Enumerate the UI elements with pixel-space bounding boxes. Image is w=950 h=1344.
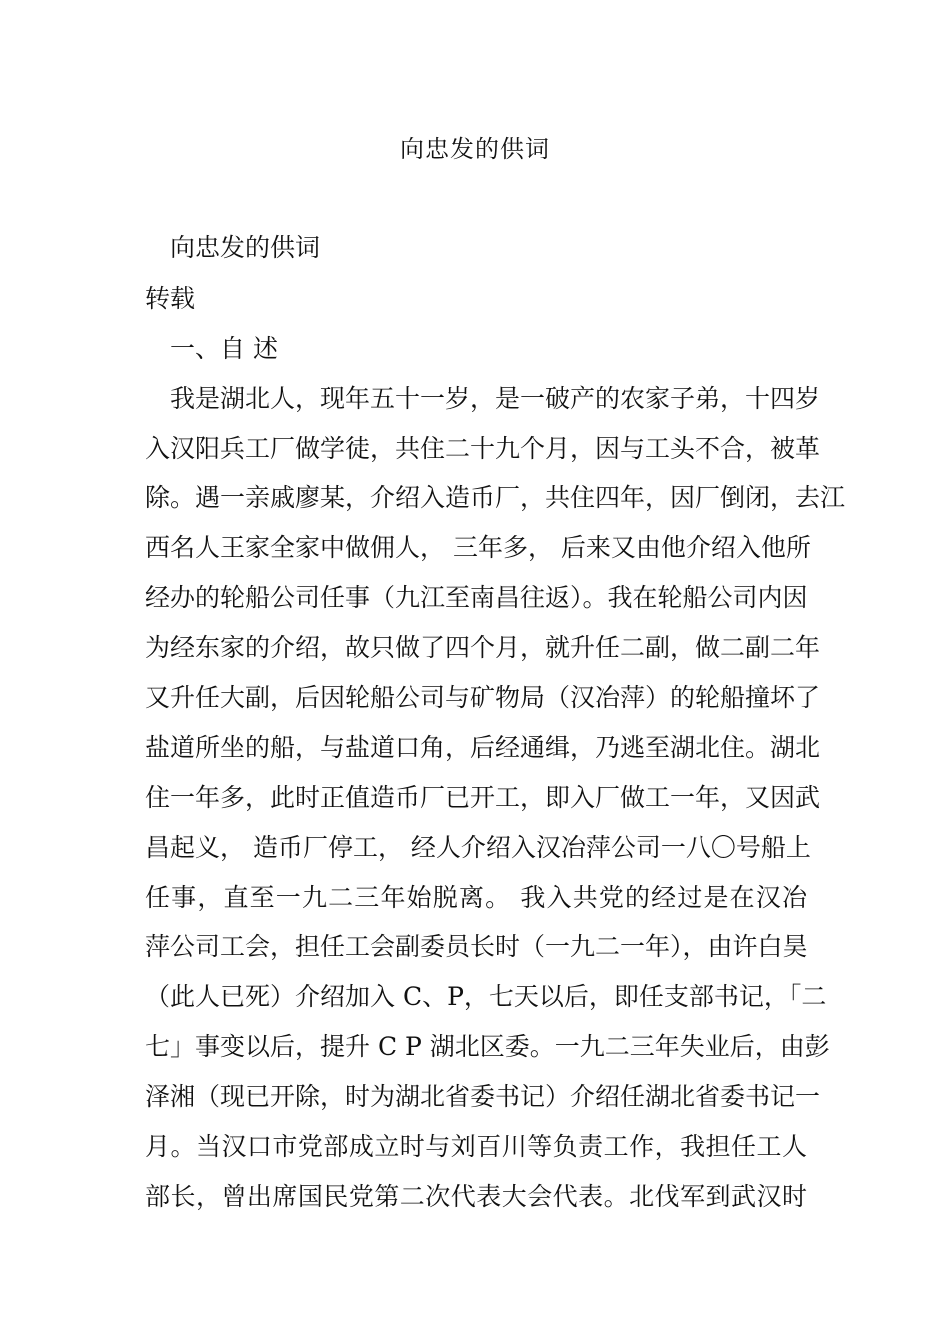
section-heading: 一、自 述 [170, 334, 278, 363]
body-line: （此人已死）介绍加入 C、P，七天以后，即任支部书记，「二 [145, 982, 827, 1011]
body-line: 七」事变以后，提升 C P 湖北区委。一九二三年失业后，由彭 [145, 1032, 830, 1061]
body-line: 西名人王家全家中做佣人， 三年多， 后来又由他介绍入他所 [145, 533, 811, 562]
body-line: 为经东家的介绍，故只做了四个月，就升任二副，做二副二年 [145, 633, 821, 662]
body-line: 昌起义， 造币厂停工， 经人介绍入汉冶萍公司一八〇号船上 [145, 833, 811, 862]
repost-note: 转载 [145, 284, 196, 313]
document-title: 向忠发的供词 [400, 135, 550, 163]
body-line: 住一年多，此时正值造币厂已开工，即入厂做工一年，又因武 [145, 783, 821, 812]
body-line: 任事，直至一九二三年始脱离。 我入共党的经过是在汉冶 [145, 883, 807, 912]
body-line: 除。遇一亲戚廖某，介绍入造币厂，共住四年，因厂倒闭，去江 [145, 483, 846, 512]
body-line: 盐道所坐的船，与盐道口角，后经通缉，乃逃至湖北住。湖北 [145, 733, 821, 762]
body-line: 月。当汉口市党部成立时与刘百川等负责工作，我担任工人 [145, 1132, 807, 1161]
body-line: 部长，曾出席国民党第二次代表大会代表。北伐军到武汉时 [145, 1182, 807, 1211]
document-subtitle: 向忠发的供词 [170, 233, 321, 262]
body-line: 入汉阳兵工厂做学徒，共住二十九个月，因与工头不合，被革 [145, 434, 821, 463]
body-line: 又升任大副，后因轮船公司与矿物局（汉冶萍）的轮船撞坏了 [145, 683, 821, 712]
body-line: 经办的轮船公司任事（九江至南昌往返）。我在轮船公司内因 [145, 583, 808, 612]
body-line: 泽湘（现已开除，时为湖北省委书记）介绍任湖北省委书记一 [145, 1082, 821, 1111]
body-line: 我是湖北人，现年五十一岁，是一破产的农家子弟，十四岁 [170, 384, 821, 413]
body-line: 萍公司工会，担任工会副委员长时（一九二一年），由许白昊 [145, 932, 808, 961]
